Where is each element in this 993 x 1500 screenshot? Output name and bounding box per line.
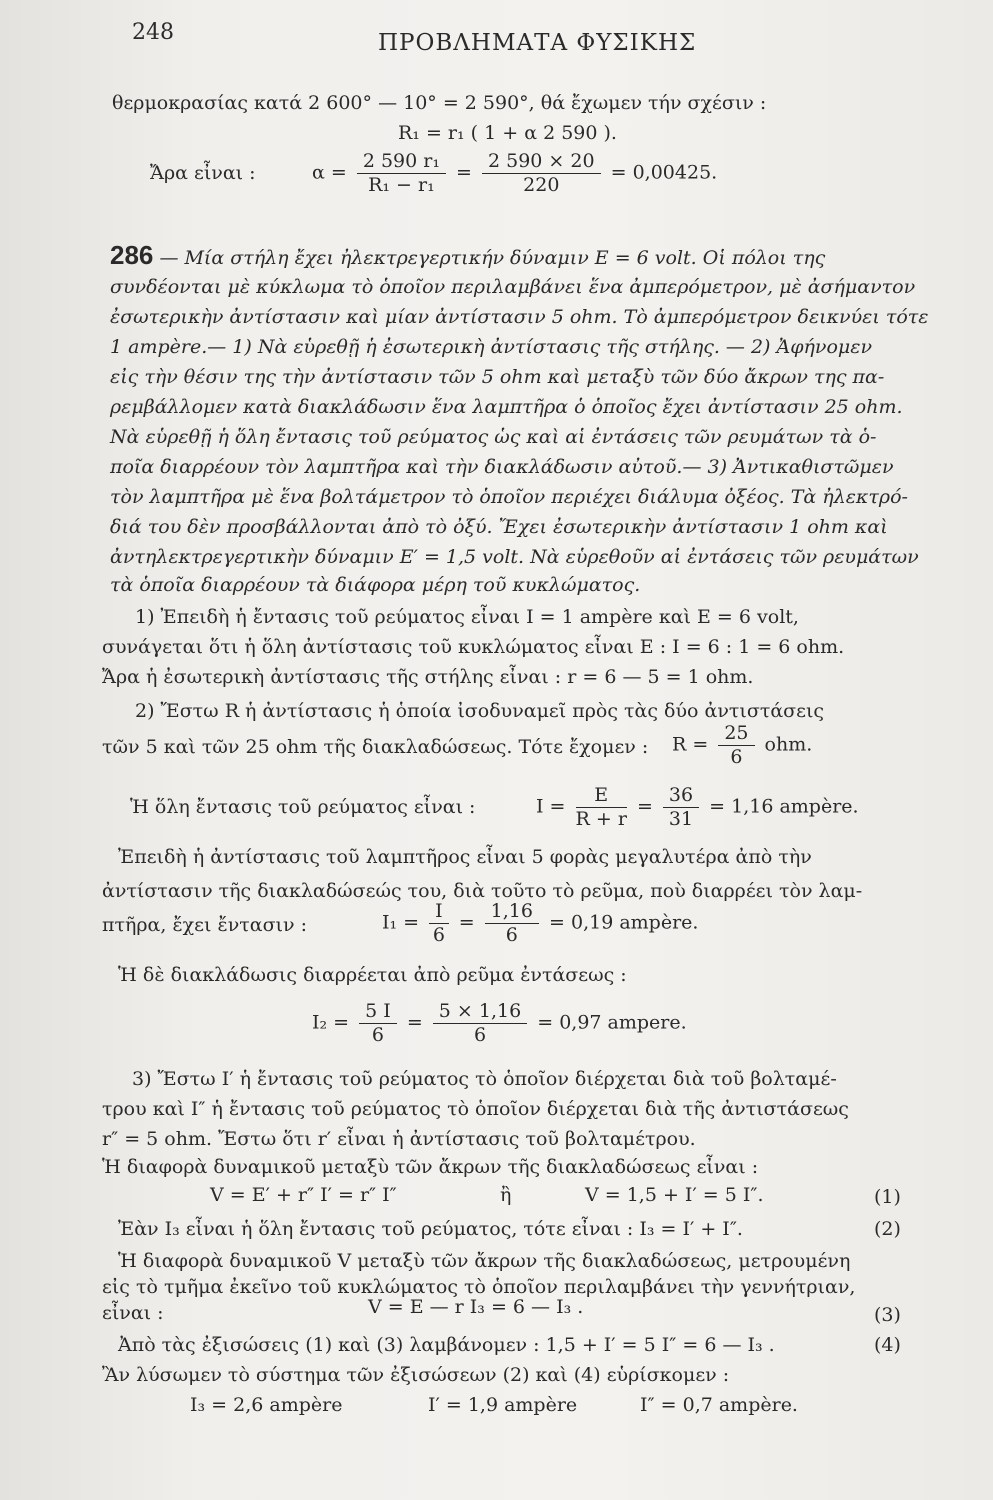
solution-line: Ἐὰν I₃ εἶναι ἡ ὅλη ἔντασις τοῦ ρεύματος, τότε εἶναι : I₃ = I′ + I″. bbox=[118, 1218, 743, 1240]
result-I3: I₃ = 2,6 ampère bbox=[190, 1394, 343, 1416]
solution-line: Ἡ διαφορὰ δυναμικοῦ μεταξὺ τῶν ἄκρων τῆς διακλαδώσεως εἶναι : bbox=[102, 1156, 759, 1178]
denominator: 220 bbox=[523, 173, 560, 196]
equation-tag: (1) bbox=[874, 1186, 901, 1208]
solution-line: r″ = 5 ohm. Ἔστω ὅτι r′ εἶναι ἡ ἀντίστασις τοῦ βολταμέτρου. bbox=[102, 1128, 696, 1150]
solution-line: Ἂν λύσωμεν τὸ σύστημα τῶν ἐξισώσεων (2) καὶ (4) εὑρίσκομεν : bbox=[102, 1364, 730, 1386]
numerator: I bbox=[429, 900, 449, 924]
equation-3: V = E — r I₃ = 6 — I₃ . bbox=[368, 1296, 584, 1318]
fraction bbox=[433, 1000, 527, 1047]
solution-line: πτῆρα, ἔχει ἔντασιν : bbox=[102, 914, 308, 936]
denominator: 6 bbox=[730, 745, 743, 768]
numerator: 2 590 r₁ bbox=[357, 150, 446, 174]
equation-1b: V = 1,5 + I′ = 5 I″. bbox=[585, 1184, 764, 1206]
equation-I1: I₁ = $\frac{I}{6}$ = $\frac{1,16}{6}$ = 0,19 ampère. bbox=[382, 900, 699, 946]
running-header: ΠΡΟΒΛΗΜΑΤΑ ΦΥΣΙΚΗΣ bbox=[378, 30, 697, 56]
equation-part: ohm. bbox=[764, 733, 813, 756]
problem-line: ἀντηλεκτρεγερτικὴν δύναμιν E′ = 1,5 volt. Νὰ εὑρεθοῦν αἱ ἐντάσεις τῶν ρευμάτων bbox=[110, 546, 919, 568]
fraction bbox=[576, 784, 627, 831]
equation-part: I₂ = bbox=[312, 1011, 350, 1034]
denominator: 6 bbox=[371, 1023, 384, 1046]
problem-line: ἐσωτερικὴν ἀντίστασιν καὶ μίαν ἀντίστασιν 5 ohm. Τὸ ἀμπερόμετρον δεικνύει τότε bbox=[110, 306, 929, 328]
equation-part: = bbox=[456, 161, 472, 184]
equation-part: I₁ = bbox=[382, 911, 420, 934]
solution-line: ἀντίστασιν τῆς διακλαδώσεώς του, διὰ τοῦτο τὸ ρεῦμα, ποὺ διαρρέει τὸν λαμ- bbox=[102, 880, 863, 902]
problem-line bbox=[110, 240, 825, 271]
denominator: 6 bbox=[432, 923, 445, 946]
result-I-double-prime: I″ = 0,7 ampère. bbox=[640, 1394, 798, 1416]
problem-line: εἰς τὴν θέσιν της τὴν ἀντίστασιν τῶν 5 ohm καὶ μεταξὺ τῶν δύο ἄκρων της πα- bbox=[110, 366, 885, 388]
denominator: R₁ − r₁ bbox=[368, 173, 435, 196]
equation-part: R = bbox=[672, 733, 709, 756]
solution-line: Ἄρα ἡ ἐσωτερικὴ ἀντίστασις τῆς στήλης εἶναι : r = 6 — 5 = 1 ohm. bbox=[102, 666, 754, 688]
equation-or: ἢ bbox=[500, 1184, 512, 1206]
solution-line: Ἡ δὲ διακλάδωσις διαρρέεται ἀπὸ ρεῦμα ἐντάσεως : bbox=[118, 964, 627, 986]
problem-line: ποῖα διαρρέουν τὸν λαμπτῆρα καὶ τὴν διακλάδωσιν αὐτοῦ.— 3) Ἀντικαθιστῶμεν bbox=[110, 456, 894, 478]
solution-line: τῶν 5 καὶ τῶν 25 ohm τῆς διακλαδώσεως. Τότε ἔχομεν : bbox=[102, 736, 649, 758]
fraction bbox=[718, 722, 754, 769]
equation-part: = 0,19 ampère. bbox=[549, 911, 699, 934]
fraction bbox=[359, 1000, 397, 1047]
fraction bbox=[429, 900, 449, 947]
result-I-prime: I′ = 1,9 ampère bbox=[428, 1394, 578, 1416]
denominator: 6 bbox=[505, 923, 518, 946]
problem-line: διά του δὲν προσβάλλονται ἀπὸ τὸ ὀξύ. Ἔχει ἐσωτερικὴν ἀντίστασιν 1 ohm καὶ bbox=[110, 516, 888, 538]
solution-line: 2) Ἔστω R ἡ ἀντίστασις ἡ ὁποία ἰσοδυναμεῖ πρὸς τὰς δύο ἀντιστάσεις bbox=[135, 700, 825, 722]
equation: R₁ = r₁ ( 1 + α 2 590 ). bbox=[398, 122, 617, 144]
equation-alpha bbox=[312, 150, 717, 197]
equation-part: = 0,00425. bbox=[610, 161, 718, 184]
equation-part: α = bbox=[312, 161, 347, 184]
denominator: R + r bbox=[575, 807, 627, 830]
problem-text: — Μία στήλη ἔχει ἠλεκτρεγερτικήν δύναμιν E = 6 volt. Οἱ πόλοι της bbox=[159, 247, 826, 269]
solution-line: εἰς τὸ τμῆμα ἐκεῖνο τοῦ κυκλώματος τὸ ὁποῖον περιλαμβάνει τὴν γεννήτριαν, bbox=[102, 1276, 856, 1298]
problem-line: τὸν λαμπτῆρα μὲ ἕνα βολτάμετρον τὸ ὁποῖον περιέχει διάλυμα ὀξέος. Τὰ ἠλεκτρό- bbox=[110, 486, 908, 508]
problem-line: τὰ ὁποῖα διαρρέουν τὰ διάφορα μέρη τοῦ κυκλώματος. bbox=[110, 574, 641, 596]
page-number: 248 bbox=[132, 20, 174, 45]
solution-line: τρου καὶ I″ ἡ ἔντασις τοῦ ρεύματος τὸ ὁποῖον διέρχεται διὰ τῆς ἀντιστάσεως bbox=[102, 1098, 849, 1120]
solution-line: Ἡ ὅλη ἔντασις τοῦ ρεύματος εἶναι : bbox=[130, 796, 476, 818]
equation-tag: (3) bbox=[874, 1304, 901, 1326]
numerator: 25 bbox=[718, 722, 754, 746]
solution-line: Ἡ διαφορὰ δυναμικοῦ V μεταξὺ τῶν ἄκρων τῆς διακλαδώσεως, μετρουμένη bbox=[118, 1250, 851, 1272]
equation-part: = 0,97 ampere. bbox=[537, 1011, 687, 1034]
fraction bbox=[357, 150, 446, 197]
solution-line: Ἐπειδὴ ἡ ἀντίστασις τοῦ λαμπτῆρος εἶναι 5 φορὰς μεγαλυτέρα ἀπὸ τὴν bbox=[118, 846, 812, 868]
solution-line: συνάγεται ὅτι ἡ ὅλη ἀντίστασις τοῦ κυκλώματος εἶναι E : I = 6 : 1 = 6 ohm. bbox=[102, 636, 845, 658]
equation-part: I = bbox=[536, 795, 566, 818]
numerator: 36 bbox=[663, 784, 699, 808]
text-line: Ἄρα εἶναι : bbox=[150, 162, 256, 184]
numerator: 5 I bbox=[359, 1000, 397, 1024]
equation-R bbox=[672, 722, 812, 769]
numerator: 2 590 × 20 bbox=[482, 150, 601, 174]
denominator: 31 bbox=[668, 807, 694, 830]
text-line: θερμοκρασίας κατά 2 600° — 10° = 2 590°, θά ἔχωμεν τήν σχέσιν : bbox=[112, 92, 767, 114]
numerator: E bbox=[576, 784, 627, 808]
solution-line: Ἀπὸ τὰς ἐξισώσεις (1) καὶ (3) λαμβάνομεν : 1,5 + I′ = 5 I″ = 6 — I₃ . bbox=[118, 1334, 775, 1356]
numerator: 5 × 1,16 bbox=[433, 1000, 527, 1024]
problem-line: ρεμβάλλομεν κατὰ διακλάδωσιν ἕνα λαμπτῆρα ὁ ὁποῖος ἔχει ἀντίστασιν 25 ohm. bbox=[110, 396, 903, 418]
denominator: 6 bbox=[473, 1023, 487, 1046]
fraction bbox=[482, 150, 601, 197]
solution-line: εἶναι : bbox=[102, 1302, 164, 1324]
solution-line: 3) Ἔστω I′ ἡ ἔντασις τοῦ ρεύματος τὸ ὁποῖον διέρχεται διὰ τοῦ βολταμέ- bbox=[132, 1068, 837, 1090]
equation-tag: (4) bbox=[874, 1334, 901, 1356]
problem-line: Νὰ εὑρεθῇ ἡ ὅλη ἔντασις τοῦ ρεύματος ὡς καὶ αἱ ἐντάσεις τῶν ρευμάτων τὰ ὁ- bbox=[110, 426, 877, 448]
problem-line: 1 ampère.— 1) Νὰ εὑρεθῇ ἡ ἐσωτερικὴ ἀντίστασις τῆς στήλης. — 2) Ἀφήνομεν bbox=[110, 336, 872, 358]
solution-line: 1) Ἐπειδὴ ἡ ἔντασις τοῦ ρεύματος εἶναι I = 1 ampère καὶ E = 6 volt, bbox=[135, 606, 799, 628]
equation-I2: I₂ = $\frac{5 I}{6}$ = $\frac{5 \times 1,16}{6}$ = 0,97 ampere. bbox=[312, 1000, 687, 1046]
problem-number: 286 bbox=[110, 240, 154, 270]
problem-line: συνδέονται μὲ κύκλωμα τὸ ὁποῖον περιλαμβάνει ἕνα ἀμπερόμετρον, μὲ ἀσήμαντον bbox=[110, 276, 916, 298]
numerator: 1,16 bbox=[485, 900, 539, 924]
equation-I: I = $\frac{E}{R + r}$ = $\frac{36}{31}$ = 1,16 ampère. bbox=[536, 784, 859, 830]
equation-part: = 1,16 ampère. bbox=[709, 795, 859, 818]
equation-1a: V = E′ + r″ I′ = r″ I″ bbox=[210, 1184, 397, 1206]
fraction bbox=[485, 900, 539, 947]
equation-tag: (2) bbox=[874, 1218, 901, 1240]
fraction bbox=[663, 784, 699, 831]
